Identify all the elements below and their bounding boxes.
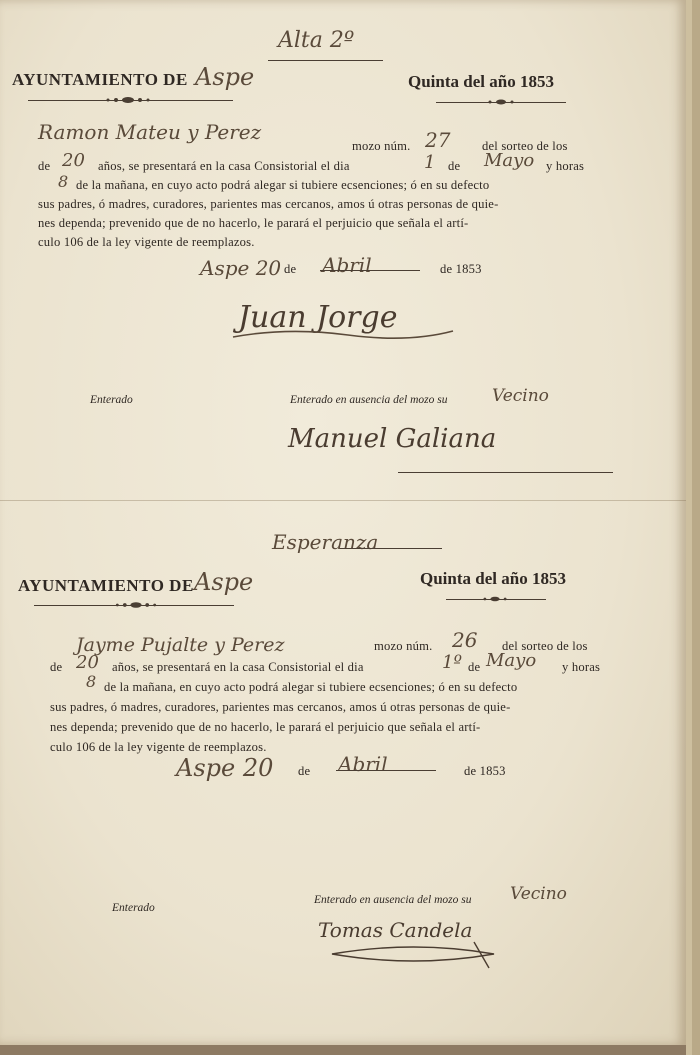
line-de: de (38, 159, 51, 173)
fold-line (0, 500, 686, 501)
signature-mayor: Juan Jorge (238, 300, 398, 335)
year-text: de 1853 (464, 764, 506, 778)
signature-flourish-icon (324, 940, 504, 970)
ornament-icon (98, 96, 158, 104)
month-value: Mayo (484, 150, 535, 171)
y-horas: y horas (546, 159, 585, 173)
place-date-written: Aspe 20 (176, 754, 274, 782)
line4-text: sus padres, ó madres, curadores, parientes mas cercanos, amos ú otras personas de quie- (50, 700, 511, 714)
age-value: 20 (62, 150, 85, 171)
line5-text: nes dependa; prevenido que de no hacerlo, le parará el perjuicio que señala el artí- (50, 720, 481, 734)
day-value: 1 (424, 152, 436, 173)
line2-text: años, se presentará en la casa Consistorial el dia (98, 159, 350, 173)
place-date-written: Aspe 20 (200, 256, 282, 280)
hour-value: 8 (58, 172, 69, 191)
annotation-underline (268, 60, 383, 61)
person-name: Ramon Mateu y Perez (38, 120, 262, 144)
line6-text: culo 106 de la ley vigente de reemplazos. (50, 740, 267, 754)
month-written: Abril (338, 752, 388, 776)
line5-text: nes dependa; prevenido que de no hacerlo, le parará el perjuicio que señala el artí- (38, 216, 469, 230)
year-text: de 1853 (440, 262, 482, 276)
mozo-label: mozo núm. (352, 139, 411, 153)
sorteo-text: del sorteo de los (502, 639, 588, 653)
ayuntamiento-label: AYUNTAMIENTO DE (12, 70, 188, 89)
sorteo-text: del sorteo de los (482, 139, 568, 153)
month-value: Mayo (486, 650, 537, 671)
month-underline (320, 270, 420, 271)
signature-witness: Manuel Galiana (288, 424, 497, 454)
hour-value: 8 (86, 672, 97, 691)
line3-text: de la mañana, en cuyo acto podrá alegar si tubiere ecsenciones; ó en su defecto (76, 178, 490, 192)
top-annotation: Alta 2º (278, 28, 355, 53)
age-value: 20 (76, 652, 99, 673)
signature-line (398, 472, 613, 473)
line-de: de (50, 660, 63, 674)
de-mid: de (298, 764, 311, 778)
person-name: Jayme Pujalte y Perez (76, 634, 285, 656)
enterado-ausencia-label: Enterado en ausencia del mozo su (314, 894, 472, 906)
line3-text: de la mañana, en cuyo acto podrá alegar si tubiere ecsenciones; ó en su defecto (104, 680, 518, 694)
annotation-underline (340, 548, 442, 549)
town-name: Aspe (195, 63, 255, 91)
quinta-label: Quinta del año 1853 (420, 569, 566, 588)
enterado-label: Enterado (112, 902, 155, 914)
enterado-label: Enterado (90, 394, 133, 406)
mozo-number: 27 (425, 128, 451, 152)
ayuntamiento-label: AYUNTAMIENTO DE (18, 576, 194, 595)
ornament-icon (472, 595, 518, 603)
town-name: Aspe (194, 568, 254, 596)
day-value: 1º (442, 652, 462, 673)
line4-text: sus padres, ó madres, curadores, parientes mas cercanos, amos ú otras personas de quie- (38, 197, 499, 211)
mozo-number: 26 (452, 628, 478, 652)
vecino-written: Vecino (492, 386, 549, 406)
signature-witness: Tomas Candela (318, 918, 473, 942)
ornament-icon (476, 98, 526, 106)
y-horas: y horas (562, 660, 601, 674)
line2-text: años, se presentará en la casa Consistorial el dia (112, 660, 364, 674)
de-word: de (468, 660, 481, 674)
de-word: de (448, 159, 461, 173)
vecino-written: Vecino (510, 884, 567, 904)
quinta-label: Quinta del año 1853 (408, 72, 554, 91)
ornament-icon (108, 601, 164, 609)
month-underline (336, 770, 436, 771)
signature-flourish-icon (228, 325, 458, 345)
de-mid: de (284, 262, 297, 276)
mozo-label: mozo núm. (374, 639, 433, 653)
month-written: Abril (322, 253, 372, 277)
enterado-ausencia-label: Enterado en ausencia del mozo su (290, 394, 448, 406)
line6-text: culo 106 de la ley vigente de reemplazos. (38, 235, 255, 249)
top-annotation: Esperanza (272, 530, 379, 554)
